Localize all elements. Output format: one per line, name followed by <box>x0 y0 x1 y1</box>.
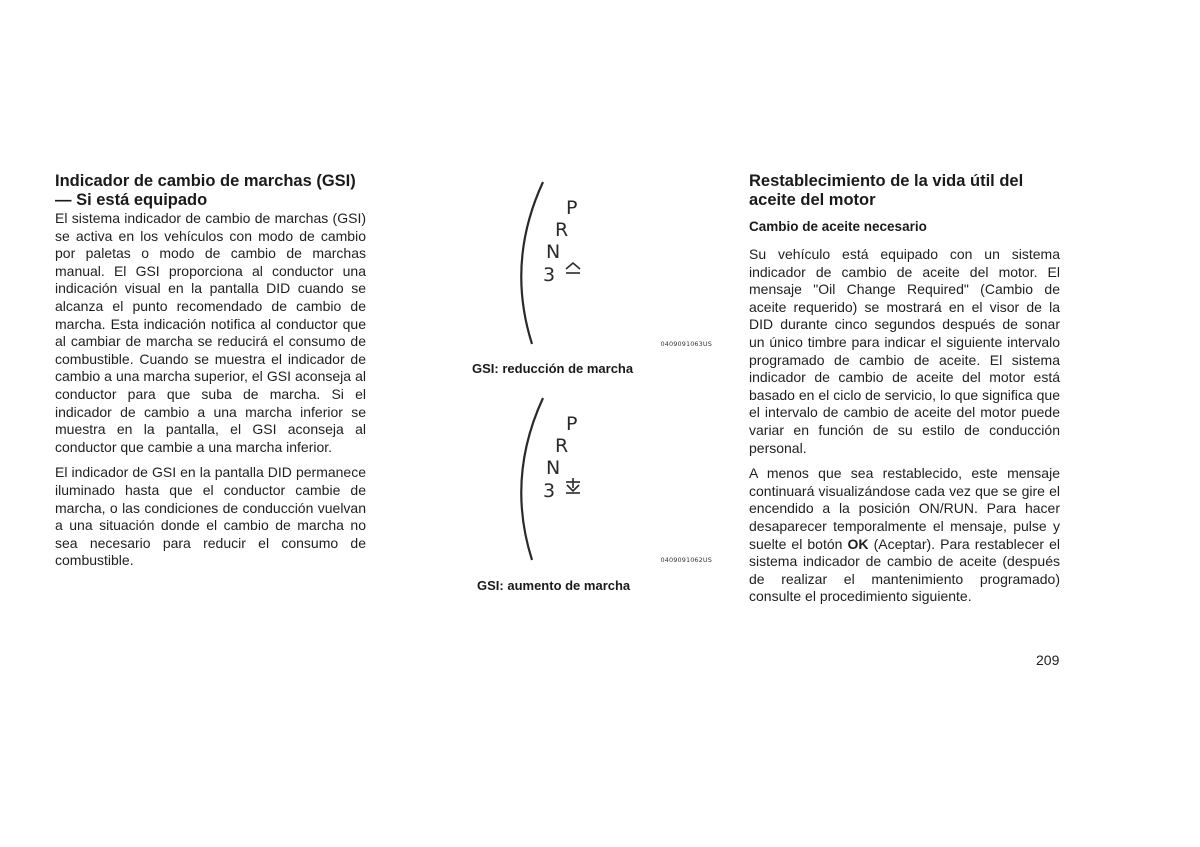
gear-n: N <box>546 241 561 263</box>
gear-3: 3 <box>543 480 556 502</box>
upshift-arrow-icon <box>566 263 580 273</box>
gsi-paragraph-1: El sistema indicador de cambio de marchas (GSI) se activa en los vehículos con modo de cambio por paletas o modo de cambio de marchas manual. El GSI proporciona al conductor una indicación visual en la pantalla DID cuando se alcanza el punto recomendado de cambio de marcha. Esta indicación notifica al conductor que al cambiar de marcha se reducirá el consumo de combustible. Cuando se muestra el indicador de cambio a una marcha superior, el GSI aconseja al conductor para que suba de marcha. Si el indicador de cambio a una marcha inferior se muestra en la pantalla, el GSI aconseja al conductor que cambie a una marcha inferior. <box>55 210 366 455</box>
gear-display-illustration <box>510 396 720 568</box>
page-number: 209 <box>1036 652 1060 668</box>
gsi-paragraph-2: El indicador de GSI en la pantalla DID permanece iluminado hasta que el conductor cambie de marcha, o las condiciones de conducción vuelvan a una situación donde el cambio de marcha no sea necesario para reducir el consumo de combustible. <box>55 464 366 569</box>
figure-caption-upshift: GSI: aumento de marcha <box>477 578 631 593</box>
gsi-heading: Indicador de cambio de marchas (GSI) — Si está equipado <box>55 172 356 209</box>
gear-3: 3 <box>543 264 556 286</box>
left-column <box>55 172 366 570</box>
figure-caption-downshift: GSI: reducción de marcha <box>472 361 634 376</box>
gsi-downshift-figure <box>510 180 720 352</box>
oil-life-heading: Restablecimiento de la vida útil del aceite del motor <box>749 172 1024 209</box>
downshift-arrow-icon <box>566 478 580 493</box>
gear-p: P <box>566 413 578 435</box>
figure-code: 0409091062US <box>660 556 712 564</box>
gear-r: R <box>555 219 569 241</box>
ok-button-label: OK <box>847 535 869 552</box>
oil-paragraph-2: A menos que sea restablecido, este mensaje continuará visualizándose cada vez que se gire el encendido a la posición ON/RUN. Para hacer desaparecer temporalmente el mensaje, pulse y suelte el botón OK (Aceptar). Para restablecer el sistema indicador de cambio de aceite (después de realizar el mantenimiento programado) consulte el procedimiento siguiente. <box>749 465 1060 605</box>
oil-change-subheading: Cambio de aceite necesario <box>749 219 927 234</box>
gear-p: P <box>566 197 578 219</box>
oil-paragraph-1: Su vehículo está equipado con un sistema indicador de cambio de aceite del motor. El mensaje "Oil Change Required" (Cambio de aceite requerido) se mostrará en el visor de la DID durante cinco segundos después de sonar un único timbre para indicar el siguiente intervalo programado de cambio de aceite. El sistema indicador de cambio de aceite del motor está basado en el ciclo de servicio, lo que significa que el intervalo de cambio de aceite del motor puede variar en función de su estilo de conducción personal. <box>749 246 1060 456</box>
gear-n: N <box>546 457 561 479</box>
gear-display-illustration <box>510 180 720 352</box>
gsi-upshift-figure <box>510 396 720 568</box>
right-column <box>749 172 1060 606</box>
gear-r: R <box>555 435 569 457</box>
figure-code: 0409091063US <box>660 340 712 348</box>
